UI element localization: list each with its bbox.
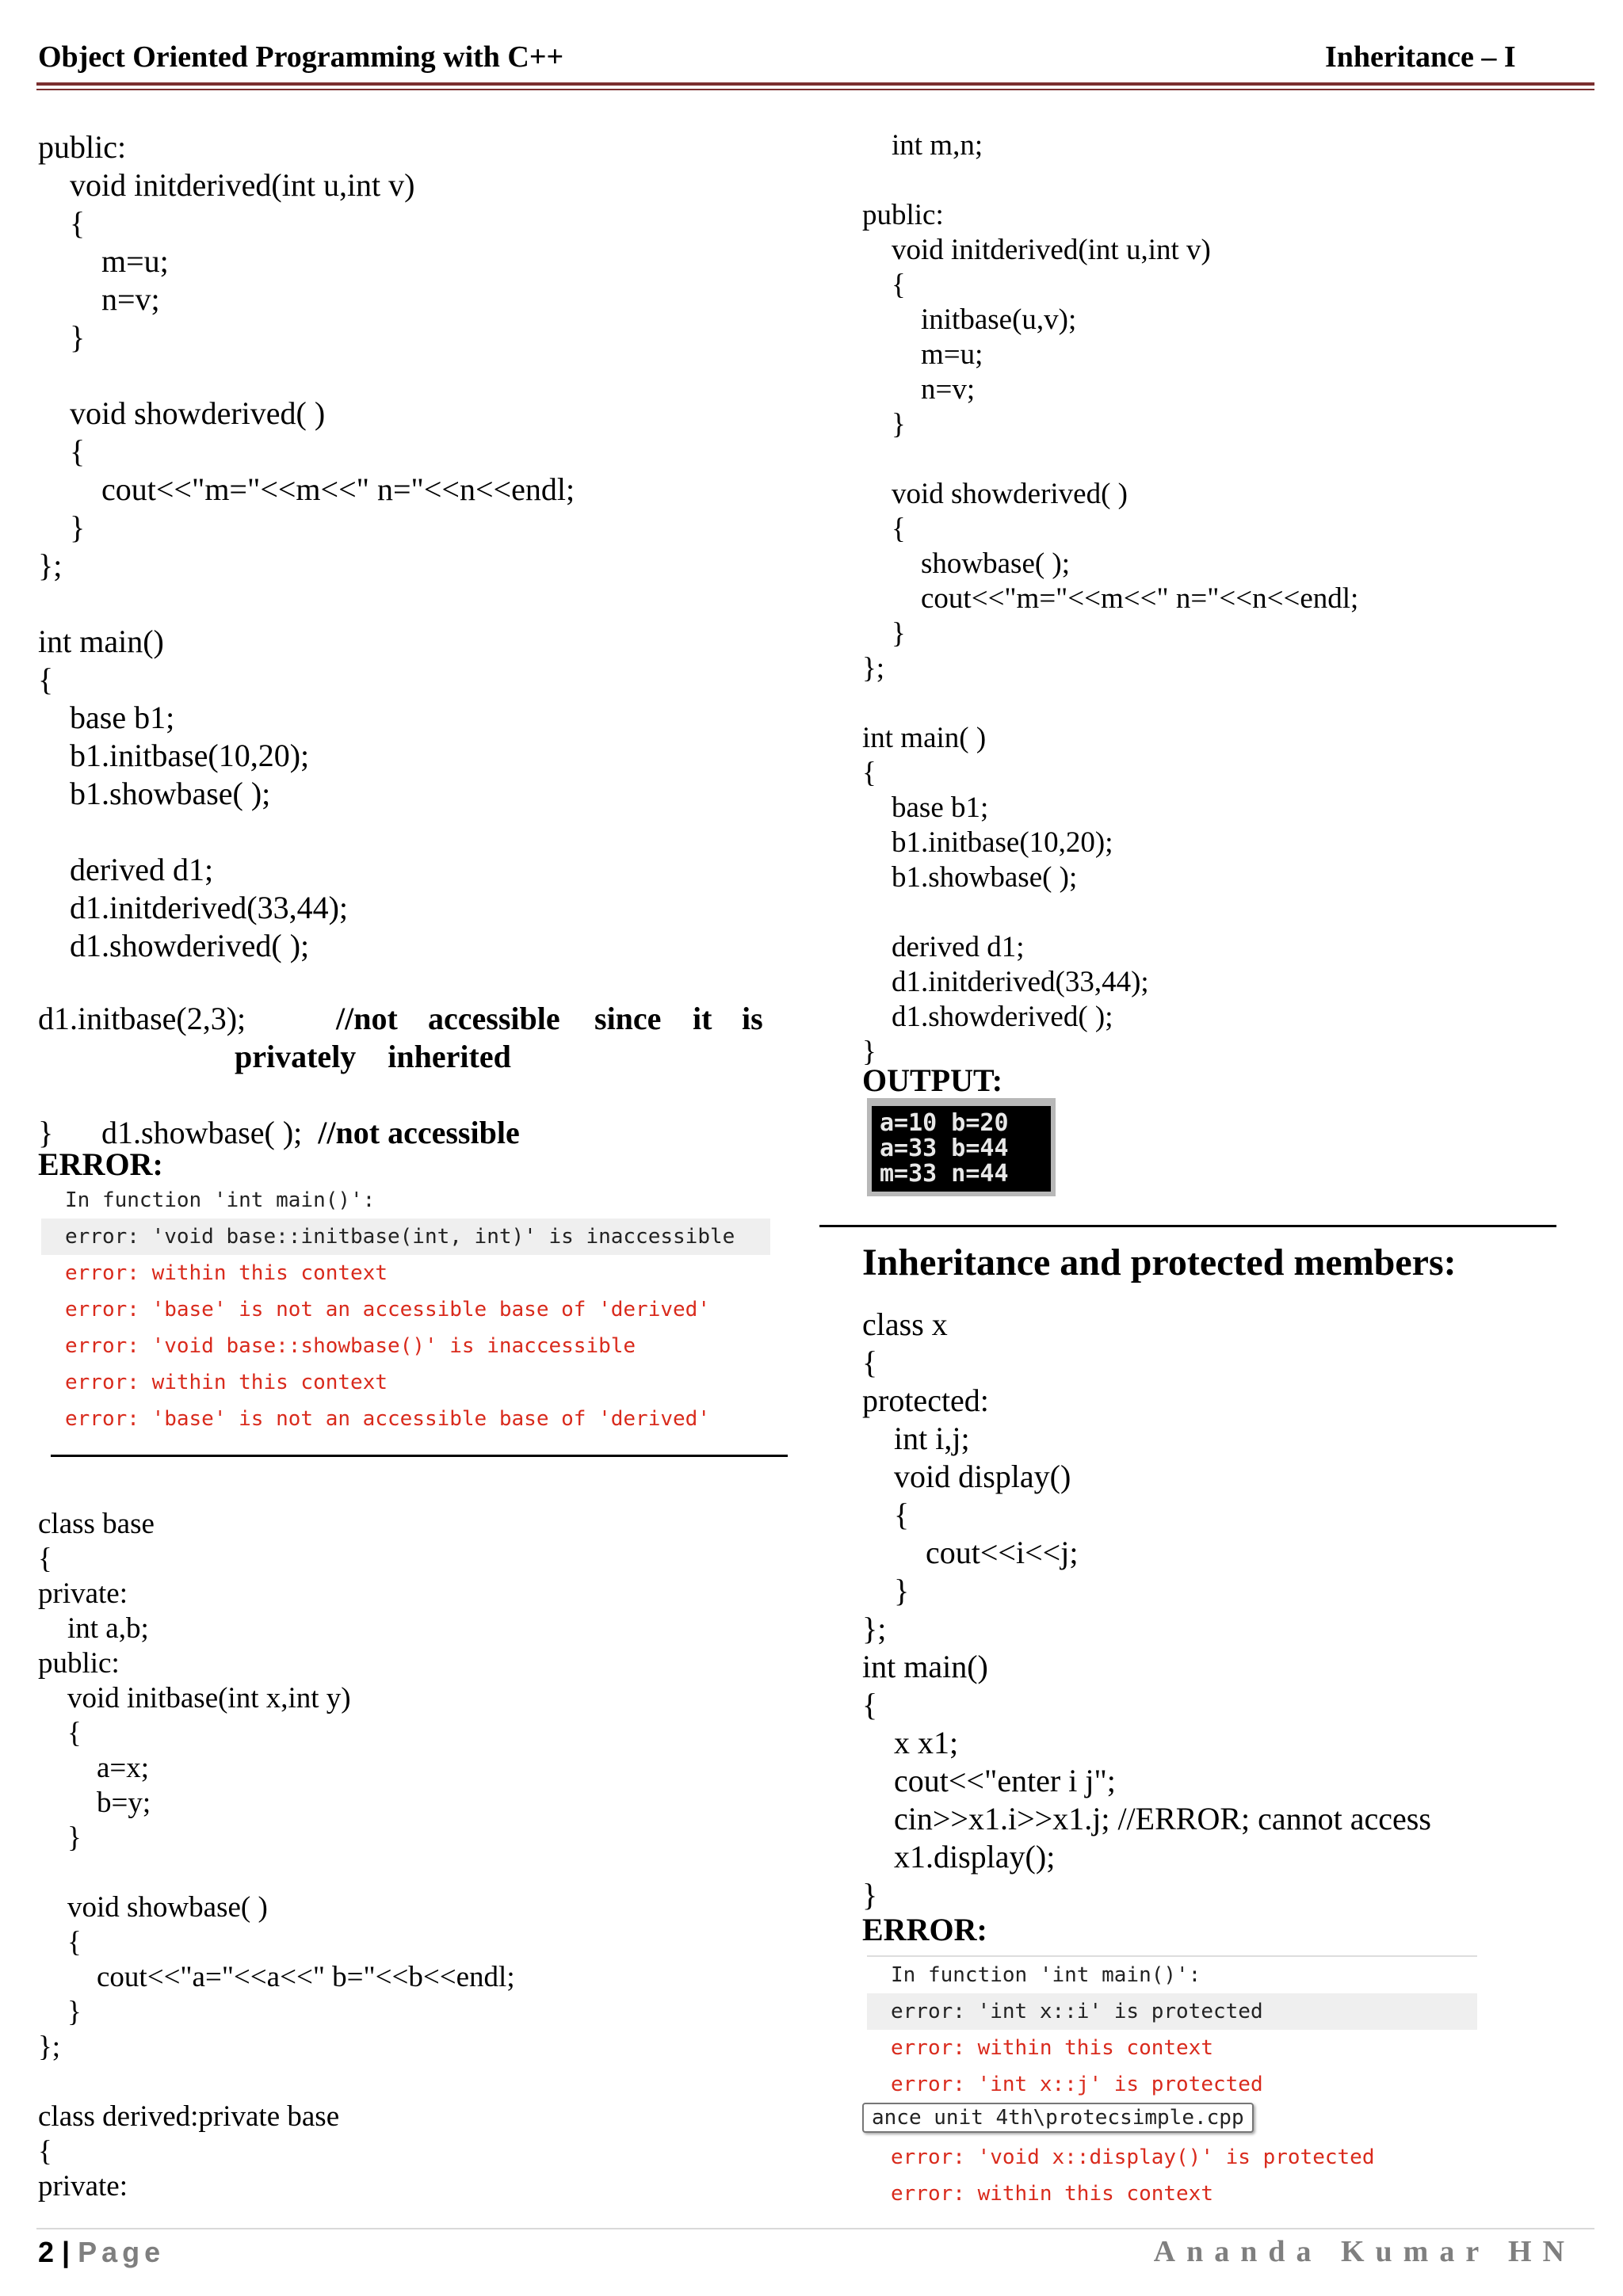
code-line: } [862,1573,910,1608]
code-line: } [38,319,86,355]
comment-not-accessible: //not accessible [318,1115,520,1150]
code-line: } [862,1877,878,1913]
code-line [862,163,1591,198]
code-line: } [38,1996,82,2028]
section-heading: Inheritance and protected members: [862,1241,1457,1283]
right-divider [819,1225,1556,1227]
code-line: cout<<"a="<<a<<" b="<<b<<endl; [38,1961,515,1993]
right-error-screenshot [867,1955,1477,2212]
left-code-block-2 [38,1507,775,2204]
header-right-title: Inheritance – I [1325,40,1516,74]
footer-rule [36,2228,1594,2229]
code-line: void showbase( ) [38,1891,268,1924]
code-line: private: [38,2170,128,2203]
code-line: } [862,617,906,650]
left-error-label: ERROR: [38,1146,163,1182]
code-line: void initderived(int u,int v) [38,167,415,203]
code-line [38,813,775,851]
comment-word: since [594,1001,662,1036]
code-line: } [38,1821,82,1854]
code-line: int i,j; [862,1421,970,1456]
code-line: { [38,662,54,697]
error-line: error: 'int x::i' is protected [867,1993,1477,2030]
comment-word: it [693,1001,712,1036]
code-line: public: [862,199,944,231]
code-line: public: [38,1647,120,1680]
code-line: int main() [862,1649,988,1684]
code-line: derived d1; [862,931,1025,963]
code-line: cout<<i<<j; [862,1535,1079,1570]
main-close-brace: } [38,1115,54,1150]
code-line: }; [38,547,63,583]
code-line: a=x; [38,1752,150,1784]
code-line: cin>>x1.i>>x1.j; //ERROR; cannot access [862,1801,1431,1836]
code-line [862,895,1591,930]
page-num: 2 [38,2236,55,2268]
code-line: int a,b; [38,1612,149,1645]
code-line: int main() [38,624,164,659]
error-line: error: 'void x::display()' is protected [891,2145,1375,2169]
code-line: n=v; [862,373,976,406]
code-line: void initderived(int u,int v) [862,234,1211,266]
error-line: error: 'base' is not an accessible base of 'derived' [65,1407,710,1431]
left-error-screenshot [41,1182,770,1437]
code-line: base b1; [862,791,989,824]
left-divider [51,1455,788,1457]
console-line: a=33 b=44 [880,1135,1009,1162]
error-line: In function 'int main()': [891,1963,1201,1987]
console-line: a=10 b=20 [880,1109,1009,1137]
code-line: m=u; [862,338,983,371]
code-line: cout<<"m="<<m<<" n="<<n<<endl; [862,582,1359,615]
error-line: error: 'void base::showbase()' is inaccessible [65,1334,636,1358]
footer-page-number [38,2236,165,2269]
code-line [38,357,775,395]
code-line: }; [862,652,885,685]
code-line: { [862,757,876,789]
comment-continuation: privately inherited [235,1039,511,1074]
call-initbase: d1.initbase(2,3); [38,1001,246,1036]
code-line: d1.initderived(33,44); [862,966,1149,998]
code-line: { [38,2135,52,2168]
error-line: error: within this context [65,1261,388,1285]
code-line: b1.initbase(10,20); [38,738,310,773]
code-line: { [38,205,86,241]
page-separator: | [54,2236,78,2268]
code-line: b1.showbase( ); [862,861,1078,894]
error-line: error: 'void base::initbase(int, int)' is inaccessible [41,1219,770,1255]
code-line: void showderived( ) [38,395,326,431]
code-line: }; [38,2031,61,2063]
code-line: } [862,408,906,441]
error-line: error: 'int x::j' is protected [891,2073,1263,2096]
right-code-block-1 [862,128,1591,1070]
code-line: { [862,1344,878,1380]
error-line: error: 'base' is not an accessible base of 'derived' [65,1298,710,1322]
error-line: error: within this context [891,2036,1213,2060]
code-line: base b1; [38,700,175,735]
code-line: }; [862,1611,887,1646]
comment-word: accessible [428,1001,560,1036]
code-line: { [862,513,906,545]
code-line [862,442,1591,477]
console-line: m=33 n=44 [880,1160,1009,1188]
file-tab-tooltip: ance unit 4th\protecsimple.cpp [862,2103,1254,2133]
code-line: public: [38,129,127,165]
code-line: n=v; [38,281,160,317]
code-line: d1.showderived( ); [38,928,310,963]
output-label: OUTPUT: [862,1062,1003,1098]
code-line [38,1855,775,1890]
error-line: error: within this context [891,2182,1213,2206]
code-line: class base [38,1508,155,1540]
call-showbase: d1.showbase( ); [70,1115,303,1150]
left-inaccessible-call [38,1000,775,1152]
code-line: void showderived( ) [862,478,1128,510]
code-line: x x1; [862,1725,959,1760]
code-line [38,585,775,623]
code-line: b1.showbase( ); [38,776,271,811]
error-line: error: within this context [65,1371,388,1394]
code-line: { [38,1717,82,1749]
code-line: x1.display(); [862,1839,1056,1875]
code-line: } [38,509,86,545]
code-line: protected: [862,1383,989,1418]
code-line: b1.initbase(10,20); [862,826,1113,859]
header-left-title: Object Oriented Programming with C++ [38,40,564,74]
code-line [862,686,1591,721]
console-output [867,1098,1056,1196]
code-line: m=u; [38,243,169,279]
code-line: void initbase(int x,int y) [38,1682,351,1714]
code-line: int main( ) [862,722,987,754]
code-line: { [862,1497,910,1532]
code-line: { [38,1926,82,1958]
code-line: int m,n; [862,129,983,162]
code-line: d1.showderived( ); [862,1001,1113,1033]
right-code-block-2 [862,1306,1591,1914]
comment-word: //not [336,1001,398,1036]
code-line: b=y; [38,1787,151,1819]
code-line [38,965,775,1003]
code-line: derived d1; [38,852,214,887]
code-line: } [862,1035,876,1068]
code-line: class x [862,1306,948,1342]
code-line: { [862,1687,878,1722]
footer-author: Ananda Kumar HN [1153,2235,1575,2268]
header-rule-thin [36,89,1594,90]
code-line: { [38,433,86,469]
error-line: In function 'int main()': [65,1188,376,1212]
code-line: class derived:private base [38,2100,340,2133]
code-line: showbase( ); [862,547,1071,580]
code-line: void display() [862,1459,1071,1494]
code-line [38,2065,775,2100]
code-line: d1.initderived(33,44); [38,890,349,925]
code-line: private: [38,1577,128,1610]
page-word: Page [78,2236,166,2268]
code-line: cout<<"m="<<m<<" n="<<n<<endl; [38,471,575,507]
code-line: { [38,1543,52,1575]
header-rule [36,82,1594,86]
code-line: { [862,269,906,301]
left-code-block-1 [38,128,775,1003]
right-error-label: ERROR: [862,1912,987,1947]
code-line: cout<<"enter i j"; [862,1763,1116,1798]
comment-word: is [742,1001,763,1036]
code-line: initbase(u,v); [862,303,1077,336]
